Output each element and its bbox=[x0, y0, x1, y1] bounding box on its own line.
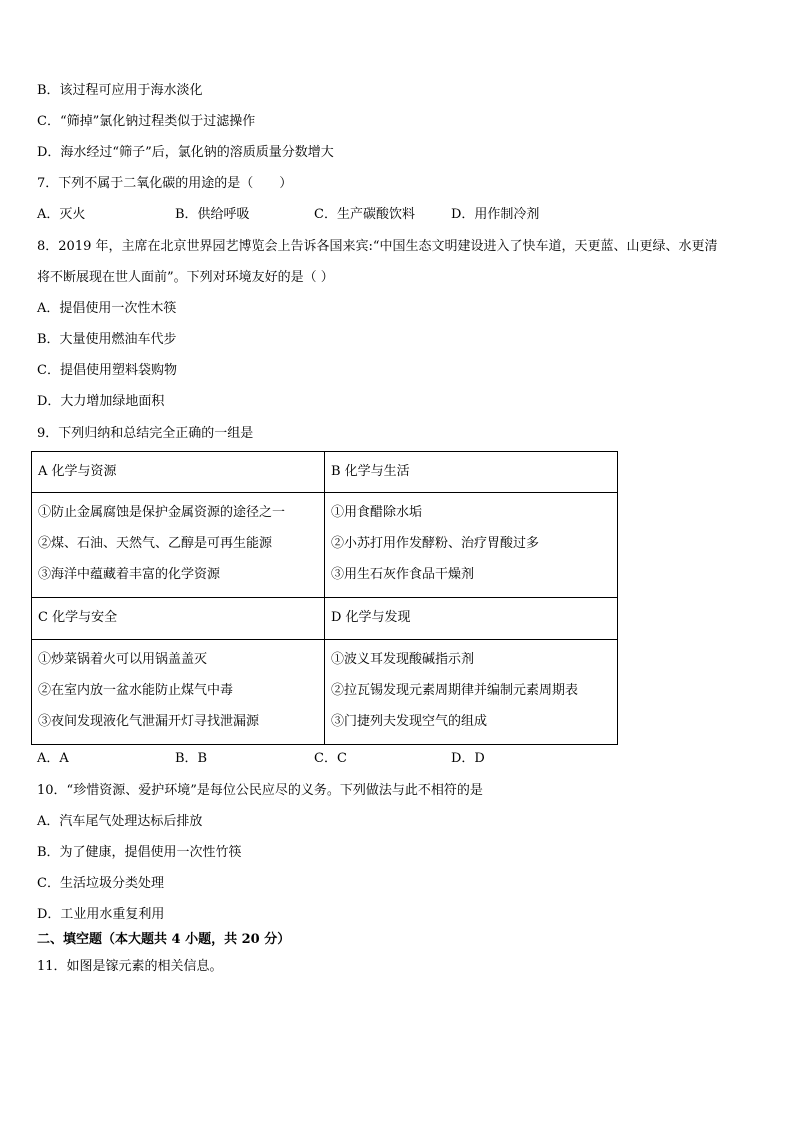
q7-option-a: A．灭火 bbox=[37, 207, 86, 222]
q9-option-a: A．A bbox=[37, 751, 69, 766]
table-item: ③门捷列夫发现空气的组成 bbox=[331, 713, 488, 729]
table-item: ①炒菜锅着火可以用锅盖盖灭 bbox=[38, 651, 208, 667]
q10-option-c: C．生活垃圾分类处理 bbox=[37, 876, 164, 891]
table-item: ②煤、石油、天然气、乙醇是可再生能源 bbox=[38, 536, 273, 552]
q7-option-d: D．用作制冷剂 bbox=[451, 207, 540, 222]
q10-stem: 10．“珍惜资源、爱护环境”是每位公民应尽的义务。下列做法与此不相符的是 bbox=[37, 783, 483, 798]
q11-stem: 11．如图是镓元素的相关信息。 bbox=[37, 959, 223, 974]
q7-option-c: C．生产碳酸饮料 bbox=[314, 207, 415, 222]
table-item: ③用生石灰作食品干燥剂 bbox=[331, 567, 475, 583]
q6-option-d: D．海水经过“筛子”后，氯化钠的溶质质量分数增大 bbox=[37, 145, 334, 160]
table-cell-a-title: A 化学与资源 bbox=[32, 452, 325, 493]
q8-option-c: C．提倡使用塑料袋购物 bbox=[37, 363, 177, 378]
table-cell-b-items bbox=[325, 493, 618, 598]
q7-stem: 7．下列不属于二氧化碳的用途的是（ ） bbox=[37, 176, 293, 191]
q7-option-b: B．供给呼吸 bbox=[175, 207, 250, 222]
table-item: ①波义耳发现酸碱指示剂 bbox=[331, 651, 475, 667]
q10-option-b: B．为了健康，提倡使用一次性竹筷 bbox=[37, 845, 242, 860]
table-item: ②小苏打用作发酵粉、治疗胃酸过多 bbox=[331, 536, 540, 552]
q8-stem-line1: 8．2019 年，主席在北京世界园艺博览会上告诉各国来宾:“中国生态文明建设进入了快车道，天更蓝、山更绿、水更清 bbox=[37, 239, 718, 254]
table-cell-d-items bbox=[325, 639, 618, 744]
q9-option-c: C．C bbox=[314, 751, 347, 766]
q8-option-d: D．大力增加绿地面积 bbox=[37, 394, 165, 409]
table-item: ③夜间发现液化气泄漏开灯寻找泄漏源 bbox=[38, 713, 260, 729]
q9-option-d: D．D bbox=[451, 751, 485, 766]
q6-option-c: C．“筛掉”氯化钠过程类似于过滤操作 bbox=[37, 114, 256, 129]
q9-summary-table bbox=[31, 451, 618, 745]
q7-options bbox=[37, 205, 597, 225]
q8-option-a: A．提倡使用一次性木筷 bbox=[37, 301, 177, 316]
table-item: ③海洋中蕴藏着丰富的化学资源 bbox=[38, 567, 221, 583]
q8-stem-line2: 将不断展现在世人面前”。下列对环境友好的是（ ） bbox=[37, 270, 334, 285]
q10-option-a: A．汽车尾气处理达标后排放 bbox=[37, 814, 203, 829]
section-title: 二、填空题（本大题共 4 小题，共 20 分） bbox=[37, 932, 291, 947]
table-cell-a-items bbox=[32, 493, 325, 598]
q10-option-d: D．工业用水重复利用 bbox=[37, 907, 165, 922]
table-item: ②在室内放一盆水能防止煤气中毒 bbox=[38, 682, 234, 698]
q8-option-b: B．大量使用燃油车代步 bbox=[37, 332, 177, 347]
q9-option-b: B．B bbox=[175, 751, 208, 766]
q6-option-b: B．该过程可应用于海水淡化 bbox=[37, 83, 203, 98]
table-item: ②拉瓦锡发现元素周期律并编制元素周期表 bbox=[331, 682, 579, 698]
table-item: ①防止金属腐蚀是保护金属资源的途径之一 bbox=[38, 505, 286, 521]
q9-stem: 9．下列归纳和总结完全正确的一组是 bbox=[37, 426, 254, 441]
table-cell-c-items bbox=[32, 639, 325, 744]
table-cell-d-title: D 化学与发现 bbox=[325, 598, 618, 639]
q9-options bbox=[37, 749, 597, 769]
table-item: ①用食醋除水垢 bbox=[331, 505, 423, 521]
table-cell-c-title: C 化学与安全 bbox=[32, 598, 325, 639]
table-cell-b-title: B 化学与生活 bbox=[325, 452, 618, 493]
